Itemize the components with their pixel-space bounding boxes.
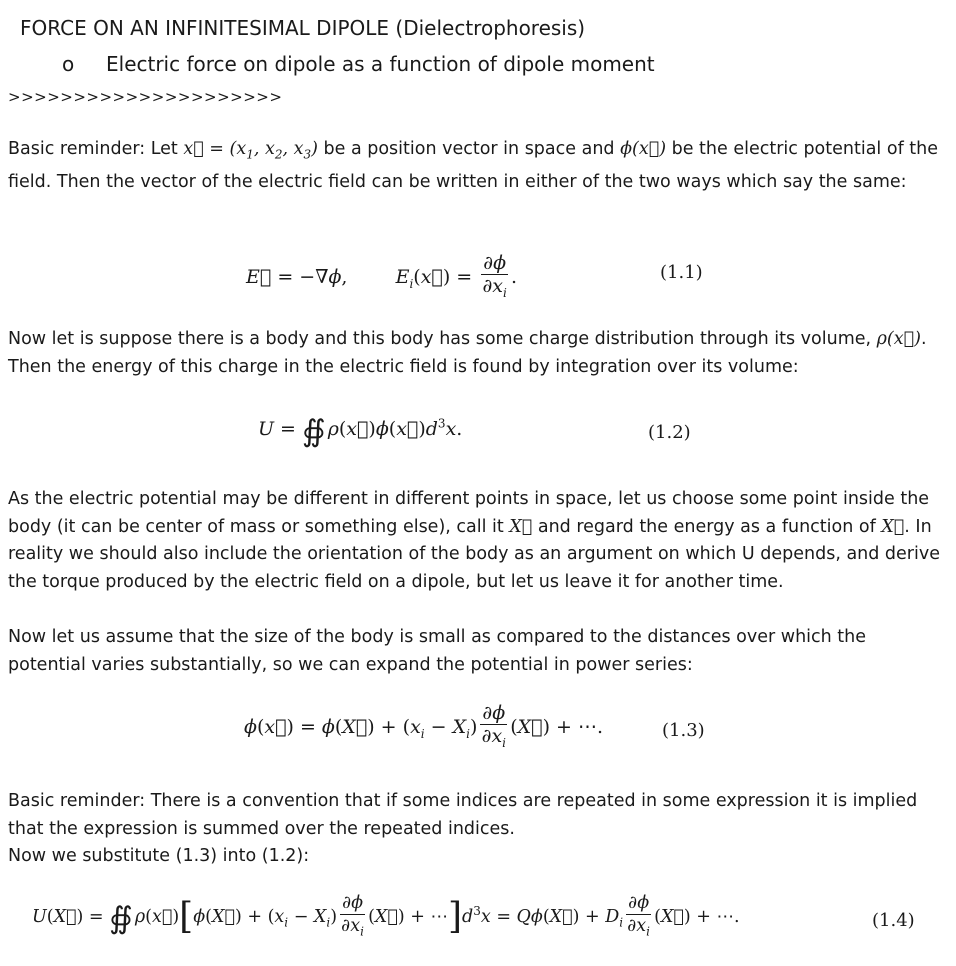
p5-line-1: Basic reminder: There is a convention that if some indices are repeated in some expression it is implied that the expression is summed over the repeated indices.: [8, 791, 918, 839]
equation-1-1: E⃗ = −∇ϕ, $E_i(x⃗)$ = $\frac{\partial\phi}{\partial x_i}$ .: [246, 252, 518, 300]
p3-math-X1: X⃗: [509, 516, 533, 537]
p2-text-a: Now let is suppose there is a body and this body has some charge distribution through its volume,: [8, 329, 877, 349]
p1-math-phi: ϕ(x⃗): [620, 139, 667, 159]
p3-math-X2: X⃗: [881, 516, 905, 537]
bullet-icon: o: [62, 52, 75, 76]
p1-text-b: be a position vector in space and: [317, 139, 621, 159]
equation-1-4-number: (1.4): [872, 910, 915, 931]
paragraph-2: [8, 326, 948, 381]
equation-1-1-number: (1.1): [660, 262, 703, 283]
paragraph-1: [8, 136, 948, 197]
subtitle: Electric force on dipole as a function of dipole moment: [106, 52, 655, 76]
page-title: FORCE ON AN INFINITESIMAL DIPOLE (Dielectrophoresis): [20, 16, 586, 40]
equation-1-2-number: (1.2): [648, 422, 691, 443]
p2-text-b: . Then the energy of this charge in the electric field is found by integration over its volume:: [8, 329, 927, 377]
equation-1-4: U(X⃗) = ∯ ρ(x⃗)[ϕ(X⃗) + $(x_i - X_i)$ $\frac{\partial\phi}{\partial x_i}$ (X⃗) + $\cdots]d^3x$ = Qϕ(X⃗) + $D_i$ $\frac{\partial\phi}{\partial x_i}$ (X⃗) + ⋯.: [32, 893, 740, 939]
p1-math-x: x⃗ = ($x_1$, $x_2$, $x_3$): [183, 139, 318, 162]
paragraph-4: Now let us assume that the size of the body is small as compared to the distances over which the potential varies substantially, so we can expand the potential in power series:: [8, 627, 867, 675]
paragraph-5: [8, 788, 948, 871]
p1-text-c: be the electric potential of the field. Then the vector of the electric field can be written in either of the two ways which say the same:: [8, 139, 939, 192]
p3-text-b: and regard the energy as a function of: [532, 516, 882, 537]
separator: >>>>>>>>>>>>>>>>>>>>>: [8, 88, 283, 106]
equation-1-2: U = ∯ $\rho(x⃗)\phi(x⃗)d^3x$.: [258, 414, 463, 449]
p2-math-rho: ρ(x⃗): [876, 329, 921, 349]
equation-1-3: ϕ(x⃗) = ϕ(X⃗) + $(x_i - X_i)$ $\frac{\partial\phi}{\partial x_i}$ (X⃗) + ⋯.: [244, 702, 604, 750]
p1-text-a: Basic reminder: Let: [8, 139, 184, 159]
p3-text-a: As the electric potential may be different in different points in space, let us choose some point inside the body (it can be center of mass or something else), call it: [8, 489, 930, 537]
p3-text-c: . In reality we should also include the orientation of the body as an argument on which U depends, and derive the torque produced by the electric field on a dipole, but let us leave it for another time.: [8, 516, 940, 592]
paragraph-3: [8, 486, 948, 596]
equation-1-3-number: (1.3): [662, 720, 705, 741]
p5-line-2: Now we substitute (1.3) into (1.2):: [8, 846, 310, 866]
